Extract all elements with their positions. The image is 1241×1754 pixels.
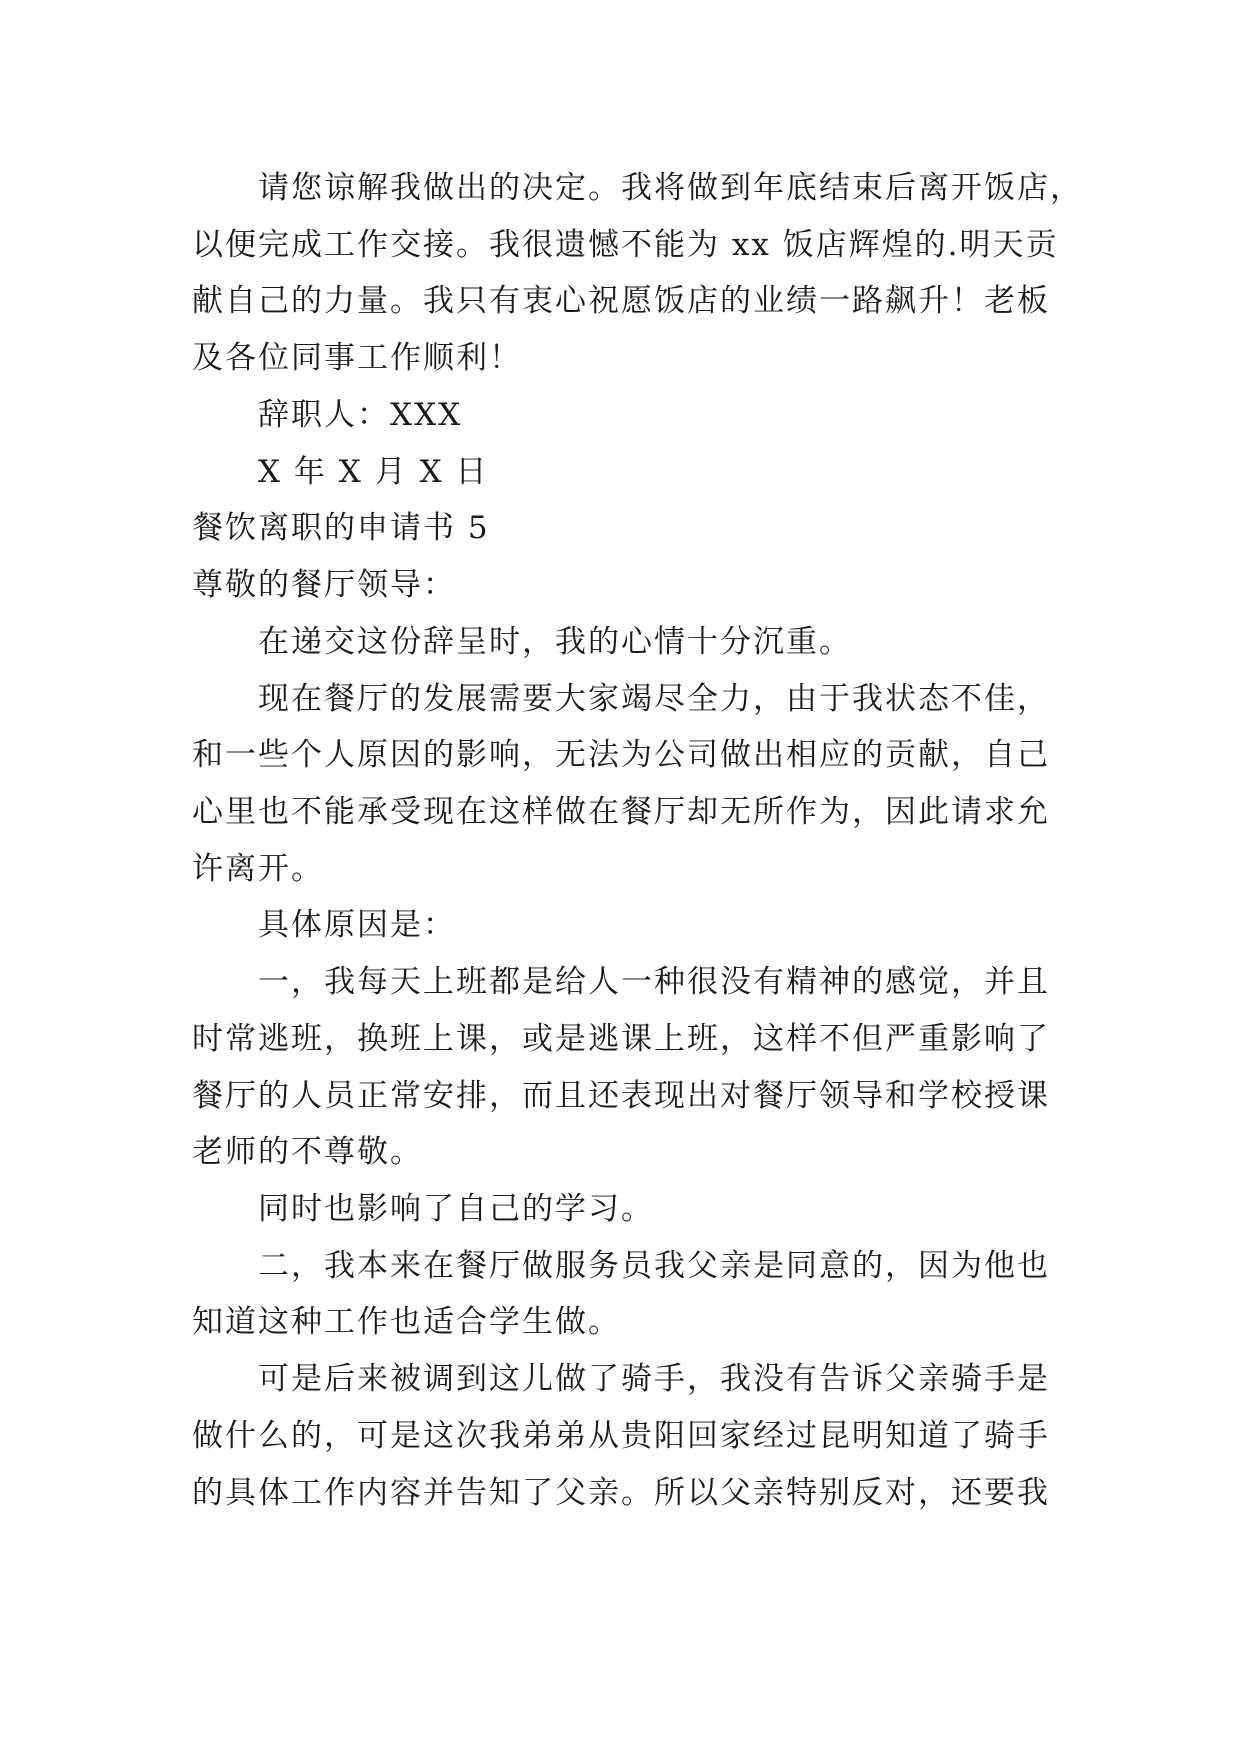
paragraph-line: 及各位同事工作顺利！ xyxy=(192,340,522,376)
paragraph-line: 同时也影响了自己的学习。 xyxy=(258,1191,654,1227)
salutation: 尊敬的餐厅领导： xyxy=(192,567,456,603)
paragraph-line: 一，我每天上班都是给人一种很没有精神的感觉，并且 xyxy=(258,964,1050,1000)
paragraph-line: 二，我本来在餐厅做服务员我父亲是同意的，因为他也 xyxy=(258,1248,1050,1284)
signature-name: 辞职人：XXX xyxy=(258,397,463,433)
section-title: 餐饮离职的申请书 5 xyxy=(192,510,490,546)
paragraph-line: 和一些个人原因的影响，无法为公司做出相应的贡献，自己 xyxy=(192,737,1050,773)
paragraph-line: 可是后来被调到这儿做了骑手，我没有告诉父亲骑手是 xyxy=(258,1361,1050,1397)
paragraph-line: 许离开。 xyxy=(192,851,324,887)
paragraph-line: 的具体工作内容并告知了父亲。所以父亲特别反对，还要我 xyxy=(192,1475,1050,1511)
paragraph-line: 心里也不能承受现在这样做在餐厅却无所作为，因此请求允 xyxy=(192,794,1050,830)
paragraph-line: 做什么的，可是这次我弟弟从贵阳回家经过昆明知道了骑手 xyxy=(192,1418,1050,1454)
paragraph-line: 具体原因是： xyxy=(258,907,456,943)
paragraph-line: 以便完成工作交接。我很遗憾不能为 xx 饭店辉煌的.明天贡 xyxy=(192,227,1059,263)
paragraph-line: 现在餐厅的发展需要大家竭尽全力，由于我状态不佳， xyxy=(258,681,1050,717)
paragraph-line: 时常逃班，换班上课，或是逃课上班，这样不但严重影响了 xyxy=(192,1021,1050,1057)
paragraph-line: 知道这种工作也适合学生做。 xyxy=(192,1304,621,1340)
paragraph-line: 献自己的力量。我只有衷心祝愿饭店的业绩一路飙升！老板 xyxy=(192,283,1050,319)
paragraph-line: 在递交这份辞呈时，我的心情十分沉重。 xyxy=(258,624,852,660)
paragraph-line: 老师的不尊敬。 xyxy=(192,1134,423,1170)
paragraph-line: 餐厅的人员正常安排，而且还表现出对餐厅领导和学校授课 xyxy=(192,1078,1050,1114)
signature-date: X 年 X 月 X 日 xyxy=(258,454,489,490)
paragraph-line: 请您谅解我做出的决定。我将做到年底结束后离开饭店， xyxy=(258,170,1083,206)
